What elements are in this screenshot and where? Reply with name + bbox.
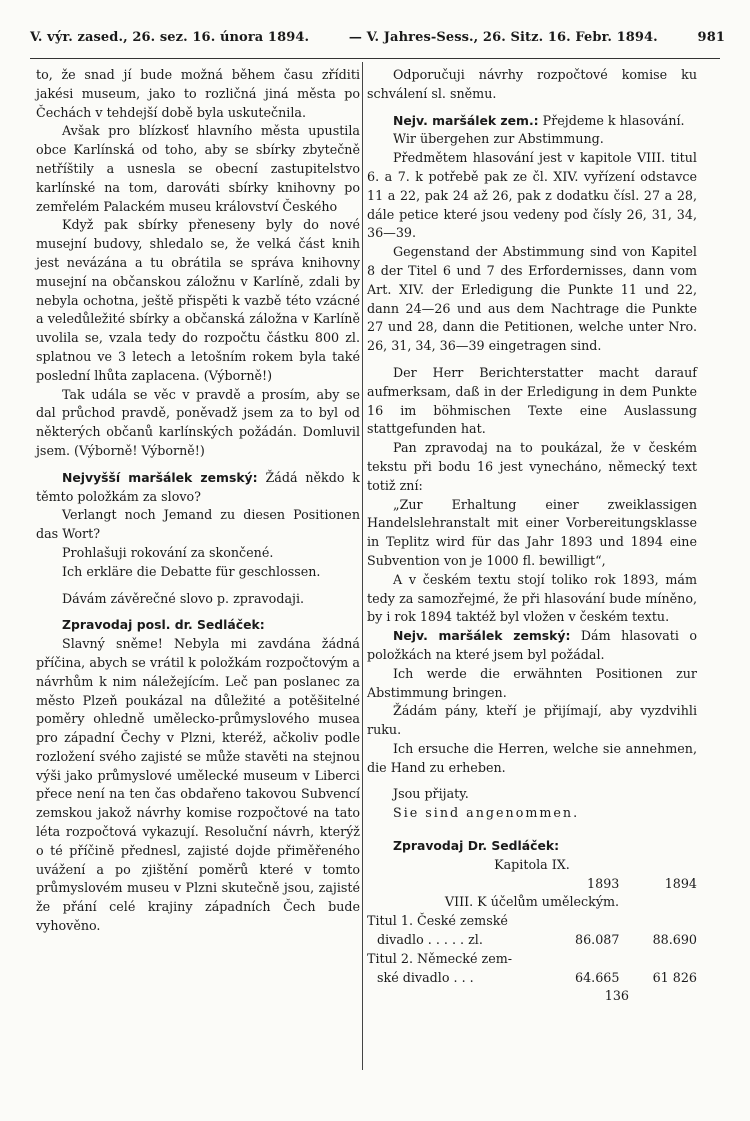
paragraph: Prohlašuji rokování za skončené. [62,544,274,560]
header-rule [30,58,720,59]
paragraph: „Zur Erhaltung einer zweiklassigen Handelslehranstalt mit einer Vorbereitungsklasse in Teplitz wird für das Jahr 1893 und 1894 eine Subvention von je 1000 fl. bewilligt“, [367,496,697,568]
value-1894: 61 826 [652,969,697,985]
paragraph: Když pak sbírky přeneseny byly do nové musejní budovy, shledalo se, že velká část knih jest nevázána a tu obrátila se správa knihovny musejní na občanskou záložnu v Karlíně, zdali by nebyla ochotna, ještě přispěti k vazbě této vzácné a veledůležité sbírky a občanská záložna v Karlíně uvolila se, vzala tedy do rozpočtu částku 800 zl. splatnou ve 3 letech a letošním rokem byla také poslední lhůta zaplacena. (Výborně!) [36,217,360,383]
column-divider [362,62,363,1070]
paragraph: Odporučuji návrhy rozpočtové komise ku schválení sl. sněmu. [367,67,697,101]
speaker-paragraph [36,469,360,507]
paragraph: A v českém textu stojí toliko rok 1893, mám tedy za samozřejmé, že při hlasování bude míněno, by i rok 1894 taktéž byl vložen v českém textu. [367,571,697,625]
paragraph: Ich ersuche die Herren, welche sie annehmen, die Hand zu erheben. [367,740,697,775]
paragraph: Ich erkläre die Debatte für geschlossen. [62,563,321,579]
header-center: — V. Jahres-Sess., 26. Sitz. 16. Febr. 1894. [348,30,658,45]
paragraph: Dávám závěrečné slovo p. zpravodaji. [62,590,305,606]
speaker-line [36,616,360,635]
paragraph: Sie sind angenommen. [393,805,580,821]
table-header-row [367,875,697,894]
chapter-heading: Kapitola IX. [494,856,570,872]
paragraph: Avšak pro blízkosť hlavního města upustila obce Karlínská od toho, aby se sbírky zbytečně netříštily a usnesla se obecní zastupitelstvo karlínské na tom, darováti sbírky knihovny po zemřelém Palackém museu království Českého [36,123,360,214]
left-column [36,66,360,936]
paragraph: Předmětem hlasování jest v kapitole VIII. titul 6. a 7. k potřebě pak ze čl. XIV. vyřízení odstavce 11 a 22, pak 24 až 26, pak z dodatku čísl. 27 a 28, dále petice které jsou vedeny pod čísly 26, 31, 34, 36—39. [367,150,697,241]
page-number: 981 [697,30,725,45]
page-mark: 136 [604,988,629,1004]
paragraph: Ich werde die erwähnten Positionen zur Abstimmung bringen. [367,665,697,700]
table-row [367,912,697,950]
speech-text: Přejdeme k hlasování. [542,112,685,128]
speaker-name: Zpravodaj Dr. Sedláček: [393,838,560,854]
paragraph: Pan zpravodaj na to poukázal, že v českém tekstu při bodu 16 jest vynecháno, německý text totiž zní: [367,440,697,493]
row-label: ské divadlo . . . [377,969,474,985]
row-label: Titul 1. České zemské [367,913,508,929]
value-1893: 64.665 [575,969,620,985]
table-section-heading: VIII. K účelům uměleckým. [444,894,620,910]
row-label: divadlo . . . . . zl. [377,932,483,948]
speech-text: Dám hlasovati o položkách na které jsem byl požádal. [367,628,697,662]
paragraph: Žádám pány, kteří je přijímají, aby vyzdvihli ruku. [367,703,697,738]
budget-table [367,875,697,1007]
paragraph: Der Herr Berichterstatter macht darauf aufmerksam, daß in der Erledigung in dem Punkte 16 im böhmischen Texte eine Auslassung stattgefunden hat. [367,364,697,437]
speaker-line [367,837,697,856]
speech-text: Žádá někdo k těmto položkám za slovo? [36,469,360,504]
paragraph: Tak udála se věc v pravdě a prosím, aby se dal průchod pravdě, poněvadž jsem za to byl od některých občanů karlínských požádán. Domluvil jsem. (Výborně! Výborně!) [36,386,360,458]
speaker-name: Nejv. maršálek zem.: [393,112,539,128]
speaker-name: Zpravodaj posl. dr. Sedláček: [62,617,265,633]
paragraph: Gegenstand der Abstimmung sind von Kapitel 8 der Titel 6 und 7 des Erfordernisses, dann vom Art. XIV. der Erledigung die Punkte 11 und 22, dann 24—26 und aus dem Nachtrage die Punkte 27 und 28, dann die Petitionen, welche unter Nro. 26, 31, 34, 36—39 eingetragen sind. [367,244,697,354]
year-header: 1893 [587,875,620,891]
row-label: Titul 2. Německé zem- [367,950,513,966]
running-header [30,30,725,45]
paragraph: to, že snad jí bude možná během času zříditi jakési museum, jako to rozličná jiná města po Čechách v tehdejší době byla uskutečnila. [36,67,360,120]
right-column [367,66,697,1006]
paragraph: Verlangt noch Jemand zu diesen Positionen das Wort? [36,507,360,542]
year-header: 1894 [664,875,697,891]
paragraph: Jsou přijaty. [393,786,469,802]
speaker-paragraph [367,627,697,665]
paragraph: Slavný sněme! Nebyla mi zavdána žádná příčina, abych se vrátil k položkám rozpočtovým a návrhům k nim náležejícím. Leč pan poslanec za město Plzeň poukázal na důležité a potěšitelné poměry ohledně umělecko-průmyslového musea pro západní Čechy v Plzni, kteréž, ačkoliv podle rozložení svého zajisté se může stavěti na stejnou výši jako průmyslové umělecké museum v Liberci přece není na ten čas obdařeno takovou Subvencí zemskou jakož návrhy komise rozpočtové na tato léta rozpočtová vykazují. Resoluční návrh, kterýž o té příčině přednesl, zajisté dojde přiměřeného uvážení a po zjištění poměrů které v tomto průmyslovém museu v Plzni skutečně jsou, zajisté že přání celé krajiny západních Čech bude vyhověno. [36,636,360,934]
value-1893: 86.087 [575,932,620,948]
paragraph: Wir übergehen zur Abstimmung. [393,131,604,147]
value-1894: 88.690 [652,932,697,948]
speaker-name: Nejv. maršálek zemský: [393,628,571,644]
table-row [367,950,697,988]
speaker-name: Nejvyšší maršálek zemský: [62,469,258,485]
speaker-paragraph [367,112,697,131]
header-left: V. výr. zased., 26. sez. 16. února 1894. [30,30,310,45]
